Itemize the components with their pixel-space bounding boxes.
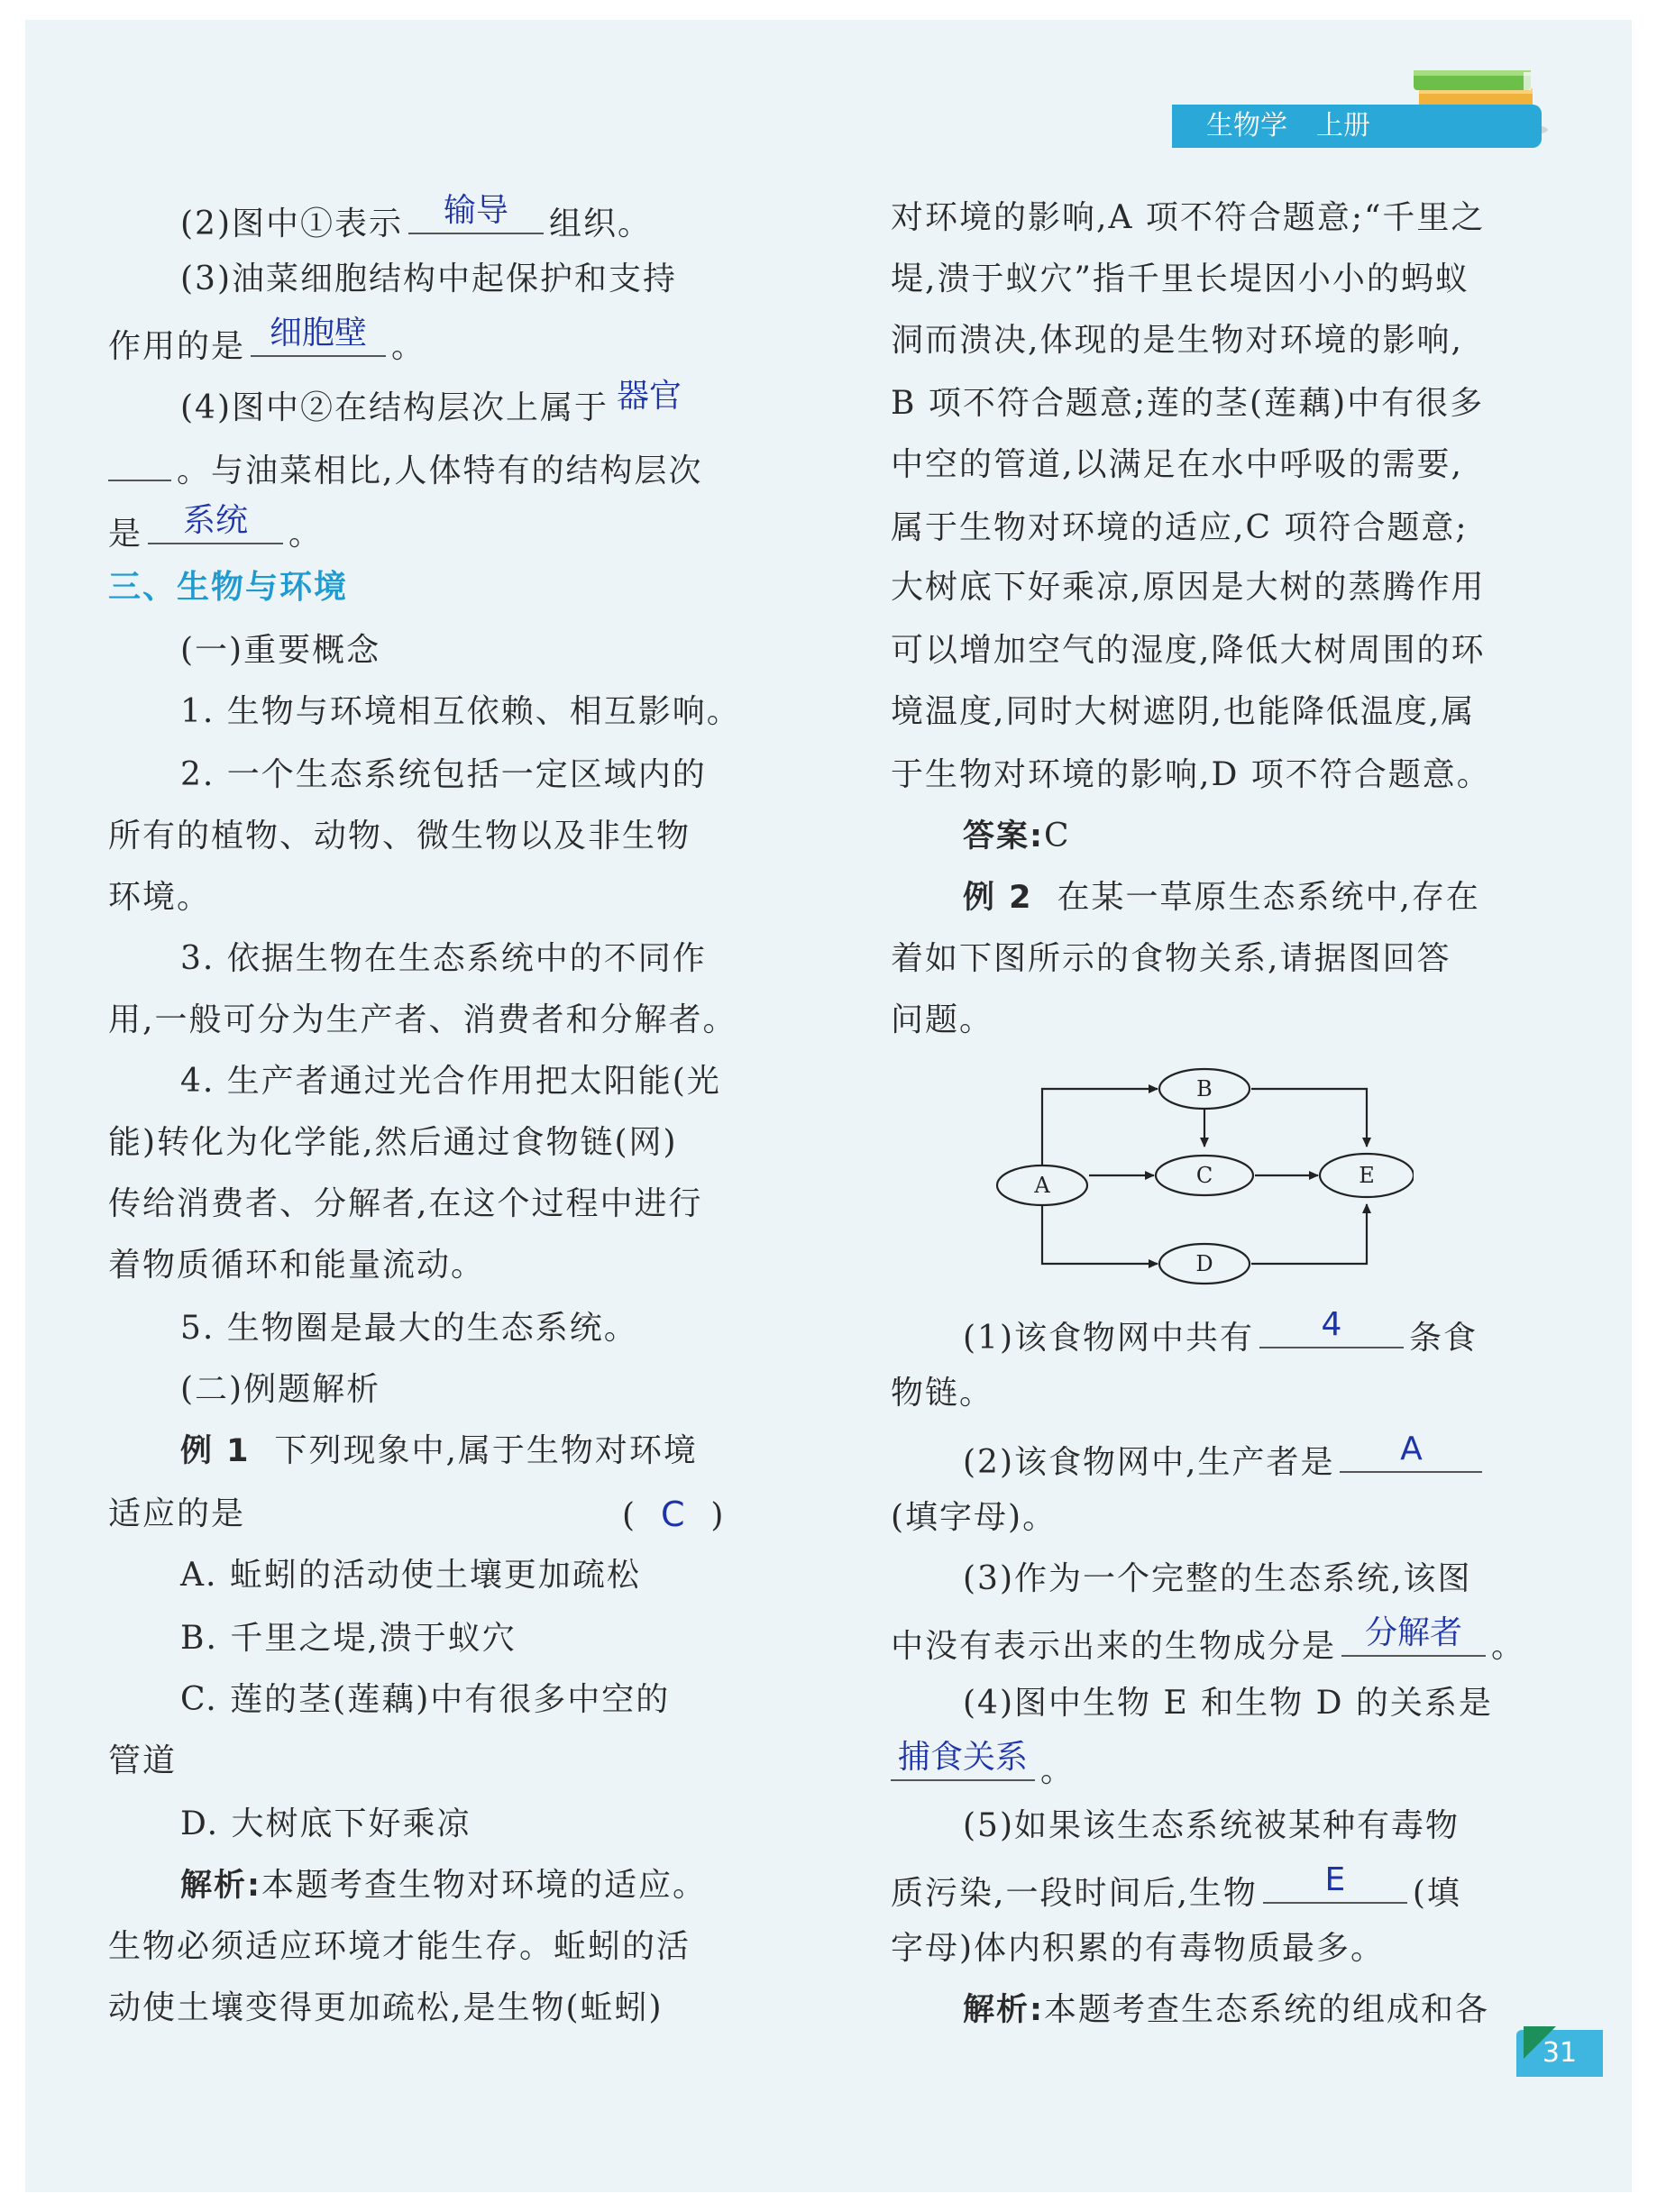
question-4-line-2: 。与油菜相比,人体特有的结构层次: [108, 443, 702, 493]
analysis-continued-8: 可以增加空气的湿度,降低大树周围的环: [891, 632, 1486, 669]
edge-b-e: [1251, 1089, 1367, 1147]
option-a: A. 蚯蚓的活动使土壤更加疏松: [180, 1557, 641, 1594]
concept-4-line-2: 能)转化为化学能,然后通过食物链(网): [108, 1124, 678, 1161]
handwritten-answer: 分解者: [1365, 1614, 1463, 1651]
example-2-label: 例 2: [963, 880, 1033, 916]
sub-question-5-line-1: (5)如果该生态系统被某种有毒物: [963, 1807, 1460, 1844]
example-1-line-2: 适应的是 ( C ): [108, 1493, 739, 1536]
edge-a-b: [1042, 1089, 1158, 1175]
sub-question-4-line-1: (4)图中生物 E 和生物 D 的关系是: [963, 1685, 1493, 1722]
page-corner-icon: [1524, 2026, 1556, 2059]
header-bar: [1172, 105, 1542, 148]
option-c-line-1: C. 莲的茎(莲藕)中有很多中空的: [180, 1681, 671, 1718]
answer-blank: [1263, 1861, 1407, 1904]
concept-4-line-4: 着物质循环和能量流动。: [108, 1247, 486, 1284]
concept-5: 5. 生物圈是最大的生态系统。: [180, 1310, 638, 1347]
concept-3-line-1: 3. 依据生物在生态系统中的不同作: [180, 940, 707, 977]
handwritten-answer: A: [1400, 1430, 1423, 1467]
analysis-continued-2: 堤,溃于蚁穴”指千里长堤因小小的蚂蚁: [891, 261, 1469, 297]
example-1-line-1: 例 1 下列现象中,属于生物对环境: [180, 1432, 698, 1469]
page-number: 31: [1516, 2030, 1603, 2077]
sub-question-5-line-3: 字母)体内积累的有毒物质最多。: [891, 1930, 1386, 1967]
answer-blank: [408, 192, 544, 234]
sub-question-4-line-2: 捕食关系 。: [891, 1743, 1075, 1793]
header-volume: 上册: [1316, 110, 1370, 142]
node-b-label: B: [1196, 1076, 1213, 1101]
question-3-line-1: (3)油菜细胞结构中起保护和支持: [180, 261, 677, 297]
analysis-label: 解析:: [180, 1868, 261, 1904]
example-2-line-2: 着如下图所示的食物关系,请据图回答: [891, 940, 1451, 977]
sub-question-2-line-2: (填字母)。: [891, 1499, 1057, 1536]
analysis-continued-9: 境温度,同时大树遮阴,也能降低温度,属: [891, 693, 1476, 730]
analysis-continued-4: B 项不符合题意;莲的茎(莲藕)中有很多: [891, 385, 1485, 422]
sub-question-3-line-1: (3)作为一个完整的生态系统,该图: [963, 1560, 1472, 1597]
answer-blank-continued: [108, 443, 171, 481]
concept-2-line-2: 所有的植物、动物、微生物以及非生物: [108, 818, 691, 855]
example-2-line-1: 例 2 在某一草原生态系统中,存在: [963, 879, 1480, 916]
concept-1: 1. 生物与环境相互依赖、相互影响。: [180, 693, 741, 730]
handwritten-answer: C: [660, 1494, 687, 1534]
analysis-continued-6: 属于生物对环境的适应,C 项符合题意;: [891, 509, 1469, 546]
example-1-label: 例 1: [180, 1433, 251, 1469]
analysis-continued-3: 洞而溃决,体现的是生物对环境的影响,: [891, 322, 1463, 359]
food-web-diagram: [990, 1053, 1414, 1291]
answer-label: 答案:: [963, 818, 1044, 855]
option-d: D. 大树底下好乘凉: [180, 1805, 471, 1842]
node-a-label: A: [1034, 1173, 1050, 1198]
answer-blank: [1340, 1430, 1482, 1473]
header-subject: 生物学: [1206, 110, 1287, 142]
handwritten-answer: 捕食关系: [897, 1739, 1028, 1776]
option-b: B. 千里之堤,溃于蚁穴: [180, 1620, 517, 1657]
concepts-title: (一)重要概念: [180, 632, 381, 669]
concept-2-line-1: 2. 一个生态系统包括一定区域内的: [180, 756, 707, 793]
analysis-continued-1: 对环境的影响,A 项不符合题意;“千里之: [891, 199, 1486, 236]
concept-4-line-3: 传给消费者、分解者,在这个过程中进行: [108, 1185, 703, 1222]
handwritten-answer: 4: [1321, 1306, 1342, 1343]
concept-4-line-1: 4. 生产者通过光合作用把太阳能(光: [180, 1063, 721, 1100]
answer-blank: [1259, 1306, 1404, 1348]
answer-blank: [891, 1739, 1035, 1781]
question-4-line-1: (4)图中②在结构层次上属于 器官: [108, 382, 690, 430]
answer-blank: [614, 378, 684, 418]
analysis-continued-7: 大树底下好乘凉,原因是大树的蒸腾作用: [891, 569, 1486, 606]
question-4-line-3: 是 系统 。: [108, 502, 324, 553]
node-d-label: D: [1195, 1251, 1213, 1276]
section-title: 三、生物与环境: [108, 569, 349, 606]
analysis-line-1: 解析:本题考查生物对环境的适应。: [180, 1867, 708, 1904]
edge-d-e: [1251, 1204, 1367, 1264]
answer-blank: [251, 315, 386, 357]
analysis-continued-10: 于生物对环境的影响,D 项不符合题意。: [891, 756, 1491, 793]
answer-blank: [1341, 1614, 1486, 1657]
analysis-line-3: 动使土壤变得更加疏松,是生物(蚯蚓): [108, 1989, 664, 2026]
answer-line: 答案:C: [963, 818, 1071, 855]
node-e-label: E: [1359, 1163, 1375, 1188]
answer-paren: ( C ): [622, 1494, 726, 1534]
handwritten-answer: 系统: [183, 502, 249, 539]
option-c-line-2: 管道: [108, 1742, 178, 1779]
question-2: (2)图中①表示 输导 组织。: [180, 192, 653, 242]
sub-question-2: (2)该食物网中,生产者是 A: [891, 1435, 1488, 1485]
node-c-label: C: [1195, 1163, 1213, 1188]
sub-question-1: (1)该食物网中共有 4 条食: [963, 1306, 1478, 1357]
handwritten-answer: 输导: [443, 192, 508, 229]
sub-question-1-line-2: 物链。: [891, 1375, 994, 1412]
examples-title: (二)例题解析: [180, 1371, 381, 1408]
sub-question-3-line-2: 中没有表示出来的生物成分是 分解者 。: [891, 1614, 1526, 1665]
concept-3-line-2: 用,一般可分为生产者、消费者和分解者。: [108, 1001, 737, 1038]
analysis-line-2: 生物必须适应环境才能生存。蚯蚓的活: [108, 1928, 691, 1965]
analysis-2-line-1: 解析:本题考查生态系统的组成和各: [963, 1991, 1490, 2028]
concept-2-line-3: 环境。: [108, 879, 212, 916]
analysis-2-label: 解析:: [963, 1992, 1044, 2028]
edge-a-d: [1042, 1195, 1158, 1264]
question-3-line-2: 作用的是 细胞壁 。: [108, 315, 426, 365]
handwritten-answer: 细胞壁: [270, 315, 368, 352]
handwritten-answer: E: [1324, 1861, 1346, 1898]
sub-question-5-line-2: 质污染,一段时间后,生物 E (填: [891, 1861, 1461, 1912]
handwritten-answer: 器官: [616, 378, 682, 415]
example-2-line-3: 问题。: [891, 1001, 994, 1038]
analysis-continued-5: 中空的管道,以满足在水中呼吸的需要,: [891, 446, 1463, 483]
